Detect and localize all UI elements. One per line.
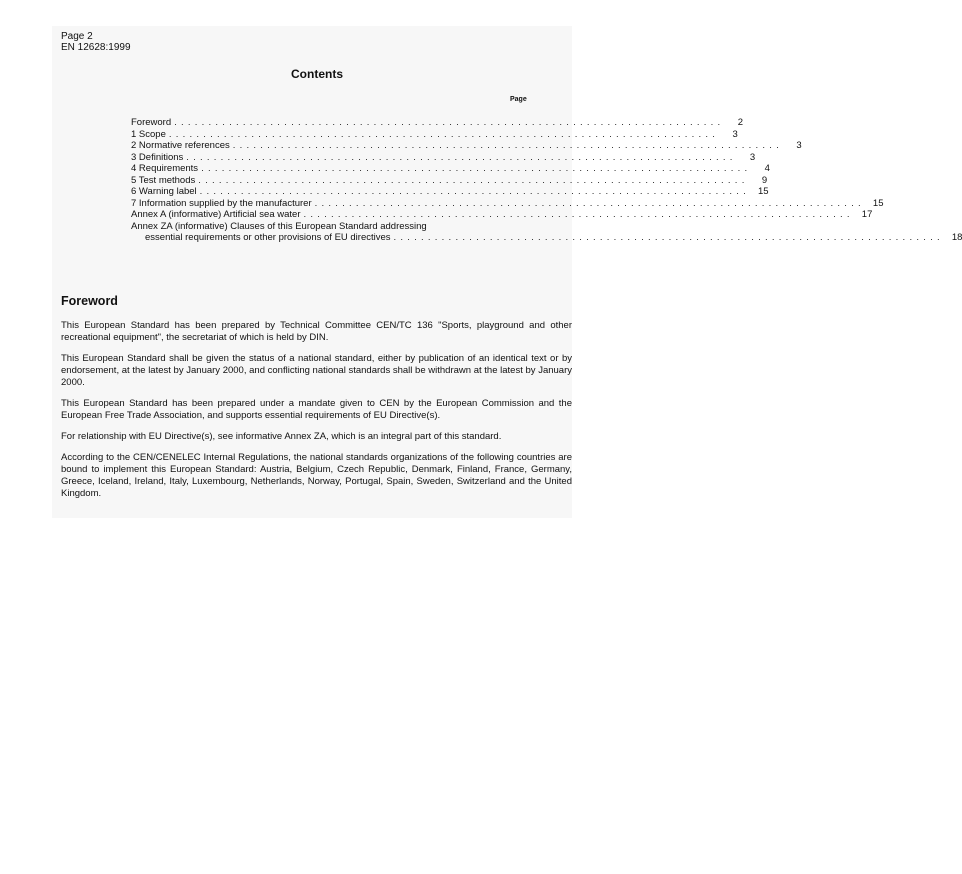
page-number-label: Page 2	[61, 31, 93, 42]
toc-entry[interactable]	[131, 186, 769, 198]
toc-entry[interactable]	[131, 174, 768, 187]
toc-leader-dots: . . . . . . . . . . . . . . . . . . . . . . . . . . . . . . . . . . . . . . . . . . . . . . . . . . . . . . . . . . . . . . . . . . . . . . . . . . . . . . . .	[186, 151, 734, 163]
toc-entry-page: 17	[861, 209, 873, 220]
toc-entry[interactable]	[131, 117, 743, 129]
toc-leader-dots: . . . . . . . . . . . . . . . . . . . . . . . . . . . . . . . . . . . . . . . . . . . . . . . . . . . . . . . . . . . . . . . . . . . . . . . . . . . . . . . .	[303, 209, 851, 220]
toc-entry-label: Annex A (informative) Artificial sea water	[131, 209, 301, 220]
toc-entry[interactable]	[131, 163, 770, 175]
toc-entry-page: 9	[761, 174, 768, 186]
toc-entry-label: Annex ZA (informative) Clauses of this European Standard addressing	[131, 220, 427, 232]
toc-entry-page: 2	[737, 117, 743, 128]
toc-entry-page: 4	[764, 163, 770, 174]
toc-entry-label: 7 Information supplied by the manufacturer	[131, 197, 312, 209]
toc-entry-page: 18	[951, 232, 962, 243]
foreword-heading: Foreword	[61, 294, 118, 308]
document-id: EN 12628:1999	[61, 42, 131, 53]
foreword-body	[61, 320, 572, 509]
toc-entry-page: 3	[749, 151, 756, 163]
toc-entry-label: essential requirements or other provisions of EU directives	[145, 232, 391, 243]
toc-entry-page: 3	[732, 128, 738, 140]
toc-entry-label: 4 Requirements	[131, 163, 199, 174]
toc-leader-dots: . . . . . . . . . . . . . . . . . . . . . . . . . . . . . . . . . . . . . . . . . . . . . . . . . . . . . . . . . . . . . . . . . . . . . . . . . . . . . . . .	[168, 128, 716, 140]
foreword-paragraph: According to the CEN/CENELEC Internal Regulations, the national standards organizations of the following countries are bound to implement this European Standard: Austria, Belgium, Czech Republic, Denmark, Finland, France, Germany, Greece, Iceland, Ireland, Italy, Luxembourg, Netherlands, Norway, Portugal, Spain, Sweden, Switzerland and the United Kingdom.	[61, 452, 572, 499]
toc-entry-label: 3 Definitions	[131, 151, 184, 163]
toc-entry[interactable]	[131, 151, 756, 164]
contents-title: Contents	[291, 67, 343, 81]
toc-entry[interactable]	[131, 197, 884, 210]
toc-entry-label: 6 Warning label	[131, 186, 197, 197]
page-column-label: Page	[510, 96, 527, 103]
toc-entry-label: 1 Scope	[131, 128, 166, 140]
toc-entry-annex-za[interactable]	[131, 221, 502, 233]
toc-entry-page: 15	[757, 186, 769, 197]
toc-entry[interactable]	[131, 128, 738, 141]
toc-leader-dots: . . . . . . . . . . . . . . . . . . . . . . . . . . . . . . . . . . . . . . . . . . . . . . . . . . . . . . . . . . . . . . . . . . . . . . . . . . . . . . . .	[201, 163, 748, 174]
toc-leader-dots: . . . . . . . . . . . . . . . . . . . . . . . . . . . . . . . . . . . . . . . . . . . . . . . . . . . . . . . . . . . . . . . . . . . . . . . . . . . . . . . .	[174, 117, 721, 128]
foreword-paragraph: This European Standard has been prepared by Technical Committee CEN/TC 136 "Sports, playground and other recreational equipment", the secretariat of which is held by DIN.	[61, 320, 572, 343]
toc-entry-page: 3	[796, 140, 802, 151]
toc-entry-label: 2 Normative references	[131, 140, 230, 151]
foreword-paragraph: This European Standard has been prepared under a mandate given to CEN by the European Commission and the European Free Trade Association, and supports essential requirements of EU Directive(s).	[61, 398, 572, 421]
toc-leader-dots: . . . . . . . . . . . . . . . . . . . . . . . . . . . . . . . . . . . . . . . . . . . . . . . . . . . . . . . . . . . . . . . . . . . . . . . . . . . . . . . .	[199, 186, 747, 197]
toc-entry[interactable]	[131, 209, 873, 221]
toc-leader-dots: . . . . . . . . . . . . . . . . . . . . . . . . . . . . . . . . . . . . . . . . . . . . . . . . . . . . . . . . . . . . . . . . . . . . . . . . . . . . . . . .	[232, 140, 780, 151]
foreword-paragraph: For relationship with EU Directive(s), see informative Annex ZA, which is an integral part of this standard.	[61, 431, 502, 442]
toc-leader-dots: . . . . . . . . . . . . . . . . . . . . . . . . . . . . . . . . . . . . . . . . . . . . . . . . . . . . . . . . . . . . . . . . . . . . . . . . . . . . . . . .	[314, 197, 862, 209]
toc-leader-dots: . . . . . . . . . . . . . . . . . . . . . . . . . . . . . . . . . . . . . . . . . . . . . . . . . . . . . . . . . . . . . . . . . . . . . . . . . . . . . . . .	[198, 174, 746, 186]
table-of-contents	[131, 117, 962, 244]
toc-entry-label: Foreword	[131, 117, 172, 128]
toc-entry-annex-za-continued[interactable]	[131, 232, 962, 244]
foreword-paragraph: This European Standard shall be given the status of a national standard, either by publication of an identical text or by endorsement, at the latest by January 2000, and conflicting national standards shall be withdrawn at the latest by January 2000.	[61, 353, 572, 388]
toc-leader-dots: . . . . . . . . . . . . . . . . . . . . . . . . . . . . . . . . . . . . . . . . . . . . . . . . . . . . . . . . . . . . . . . . . . . . . . . . . . . . . . . .	[393, 232, 941, 243]
toc-entry-label: 5 Test methods	[131, 174, 196, 186]
toc-entry-page: 15	[872, 197, 884, 209]
toc-entry[interactable]	[131, 140, 802, 152]
